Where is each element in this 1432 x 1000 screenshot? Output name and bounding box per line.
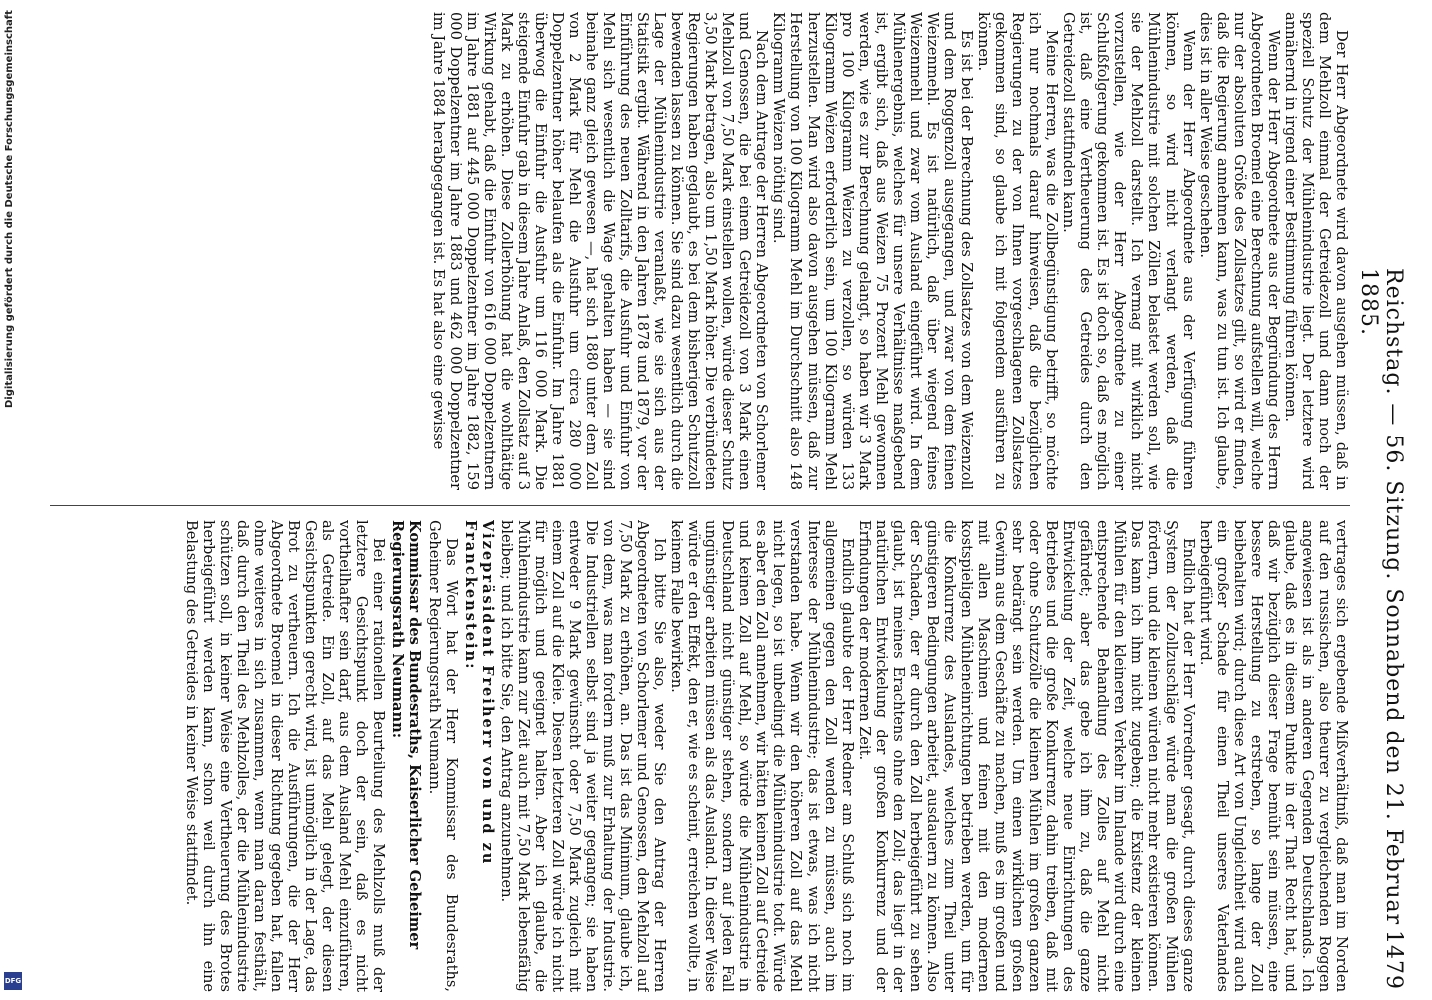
paragraph: Endlich hat der Herr Vorredner gesagt, durch dieses ganze System der Zollzuschläge würde man die großen Mühlen fördern, und die kleinen würden nicht mehr existieren können. Das kann ich ihm nicht zugeben; die Existenz der kleinen Mühlen für den kleineren Verkehr im Inlande wird durch eine entsprechende Behandlung des Zolles auf Mehl nicht gefährdet; aber das gebe ich ihm zu, daß die ganze Entwickelung der Zeit, welche neue Einrichtungen des Betriebes und die große Konkurrenz dahin treiben, daß mit oder ohne Schutzzölle die kleinen Mühlen im großen ganzen sehr bedrängt sein werden. Um einen wirklichen großen Gewinn aus dem Geschäfte zu machen, muß es im großen und mit allen Maschinen und feinen mit den modernen kostspieligen Mühleneinrichtungen betrieben werden, um für die Konkurrenz des Auslandes, welches zum Theil unter günstigeren Bedingungen arbeitet, ausdauern zu können. Also der Schaden, der er durch den Zoll herbeigeführt zu sehen glaubt, ist meines Erachtens ohne den Zoll; das liegt in der natürlichen Entwickelung der großen Konkurrenz und der Erfindungen der modernen Zeit. xyxy=(855,520,1197,992)
page-header xyxy=(1356,0,1412,1000)
paragraph: Wenn der Herr Abgeordnete aus der Verfügung führen können, so wird nicht verlangt werden, daß die Mühlenindustrie mit solchen Zöllen belastet werden soll, wie sie der Mehlzoll darstellt. Ich vermag mit wirklich nicht vorzustellen, wie der Herr Abgeordnete zu einer Schlußfolgerung gekommen ist. Es ist doch so, daß es möglich ist, daß eine Vertheuerung des Getreides durch den Getreidezoll stattfinden kann. xyxy=(1060,12,1197,490)
commissioner-heading: Kommissar des Bundesraths, Kaiserlicher Geheimer Regierungsrath Neumann: xyxy=(389,520,424,950)
paragraph: vertrages sich ergebende Mißverhältniß, daß man im Norden auf den russischen, also theurer zu vergleichenden Roggen angewiesen ist als in anderen Gegenden Deutschlands. Ich glaube, daß es in diesem Punkte in der That Recht hat, und daß wir bezüglich dieser Frage bemüht sein müssen, eine bessere Herstellung zu erstreben, so lange der Zoll beibehalten wird; durch diese Art von Ungleichheit wird auch ein großer Schade für einen Theil unseres Vaterlandes herbeigeführt wird. xyxy=(1196,520,1350,992)
commissioner-text: Bei einer rationellen Beurteilung des Mehlzolls muß der letztere Gesichtspunkt doch der sein, daß es nicht vortheilhafter sein darf, aus dem Ausland Mehl einzuführen, als Getreide. Ein Zoll, auf das Mehl gelegt, der diesen Gesichtspunkten gerecht wird, ist unmöglich in der Lage, das Brot zu vertheuern. Ich die Ausführungen, die der Herr Abgeordnete Broemel in dieser Richtung gegeben hat, fallen ohne weiteres in sich zusammen, wenn man daran festhält, daß durch den Theil des Mehlzolles, der die Mühlenindustrie schützen soll, in keiner Weise eine Vertheuerung des Brotes herbeigeführt werden kann, schon weil durch ihn eine Belastung des Getreides in keiner Weise stattfindet. xyxy=(182,520,388,992)
credit-text: Digitalisierung gefördert durch die Deutsche Forschungsgemeinschaft xyxy=(4,10,15,408)
speaker-heading: Vizepräsident Freiherr von und zu Franckenstein: xyxy=(461,520,496,866)
paragraph: Endlich glaubte der Herr Redner am Schluß sich noch im allgemeinen gegen den Zoll wenden zu müssen, auch im Interesse der Mühlenindustrie; das ist etwas, was ich nicht verstanden habe. Wenn wir den höheren Zoll auf das Mehl nicht legen, so ist unbedingt die Mühlenindustrie todt. Würde es aber den Zoll annehmen, wir hätten keinen Zoll auf Getreide und keinen Zoll auf Mehl, so würde die Mühlenindustrie in Deutschland nicht günstiger stehen, sondern auf jeden Fall ungünstiger arbeiten müssen als das Ausland. In dieser Weise würde er den Effekt, den er, wie es scheint, erreichen wollte, in keinem Falle bewirken. xyxy=(668,520,856,992)
page-number: 1479 xyxy=(1381,930,1406,990)
digitization-credit-strip xyxy=(0,0,26,1000)
header-title: Reichstag. — 56. Sitzung. Sonnabend den 21. Februar 1885. xyxy=(1356,268,1406,926)
paragraph: Es ist bei der Berechnung des Zollsatzes von dem Weizenzoll und dem Roggenzoll ausgegangen, und zwar von dem feinen Weizenmehl. Es ist natürlich, daß über wiegend feines Weizenmehl und zwar vom Ausland eingeführt wird. In dem Mühlenergebnis, welches für unsere Verhältnisse maßgebend ist, ergibt sich, daß aus Weizen 75 Prozent Mehl gewonnen werden, wie es zur Berechnung gelangt, so haben wir 3 Mark pro 100 Kilogramm Weizen zu verzollen, so würden 133 Kilogramm Weizen erforderlich sein, um 100 Kilogramm Mehl herzustellen. Man wird also davon ausgehen müssen, daß zur Herstellung von 100 Kilogramm Mehl im Durchschnitt also 148 Kilogramm Weizen nöthig sind. xyxy=(770,12,975,490)
paragraph: Wenn der Herr Abgeordnete aus der Begründung des Herrn Abgeordneten Broemel eine Berechnung aufstellen will, welche nur der absoluten Größe des Zollsatzes gilt, so wird er finden, daß die Regierung annehmen kann, was zu tun ist. Ich glaube, dies ist in aller Weise geschehen. xyxy=(1196,12,1282,490)
speaker-text: Das Wort hat der Herr Kommissar des Bundesraths, Geheimer Regierungsrath Neumann. xyxy=(425,520,460,992)
paragraph: Nach dem Antrage der Herren Abgeordneten von Schorlemer und Genossen, die bei einem Getreidezoll von 3 Mark einen Mehlzoll von 7,50 Mark einstellen wollen, würde dieser Schutz 3,50 Mark betragen, also um 1,50 Mark höher. Die verbündeten Regierungen haben geglaubt, es bei dem bisherigen Schutzzoll bewenden lassen zu können. Sie sind dazu wesentlich durch die Lage der Mühlenindustrie veranlaßt, wie sie sich aus der Statistik ergibt. Während in den Jahren 1878 und 1879, vor der Einführung des neuen Zolltarifs, die Ausfuhr und Einfuhr von Mehl sich wesentlich die Wage gehalten haben — sie sind beinahe ganz gleich gewesen —, hat sich 1880 unter dem Zoll von 2 Mark für Mehl die Ausfuhr um circa 280 000 Doppelzentner höher belaufen als die Einfuhr. Im Jahre 1881 überwog die Einfuhr die Ausfuhr um 116 000 Mark. Die steigende Einfuhr gab in diesem Jahre Anlaß, den Zollsatz auf 3 Mark zu erhöhen. Diese Zollerhöhung hat die wohlthätige Wirkung gehabt, daß die Einfuhr von 616 000 Doppelzentnern im Jahre 1881 auf 445 000 Doppelzentner im Jahre 1882, 159 000 Doppelzentner im Jahre 1883 und 462 000 Doppelzentner im Jahre 1884 herabgegangen ist. Es hat also eine gewisse xyxy=(429,12,771,490)
rotated-document-page xyxy=(32,0,1432,1000)
paragraph: Der Herr Abgeordnete wird davon ausgehen müssen, daß in dem Mehlzoll einmal der Getreidezoll und dann noch der speziell Schutz der Mühlenindustrie liegt. Der letztere wird annähernd in irgend einer Bestimmung führen können. xyxy=(1281,12,1350,490)
paragraph: Ich bitte Sie also, weder Sie den Antrag der Herren Abgeordneten von Schorlemer und Genossen, den Mehlzoll auf 7,50 Mark zu erhöhen, an. Das ist das Minimum, glaube ich, von dem, was man fordern muß zur Erhaltung der Industrie. Die Industriellen selbst sind ja weiter gegangen; sie haben entweder 9 Mark gewünscht oder 7,50 Mark zugleich mit einem Zoll auf die Kleie. Diesen letzteren Zoll würde ich nicht für möglich und geeignet halten. Aber ich glaube, die Mühlenindustrie kann zur Zeit auch mit 7,50 Mark lebensfähig bleiben; und ich bitte Sie, den Antrag anzunehmen. xyxy=(497,520,669,992)
paragraph: Meine Herren, was die Zollbegünstigung betrifft, so möchte ich nur nochmals darauf hinweisen, daß die bezüglichen Regierungen zu der von Ihnen vorgeschlagenen Zollsatzes gekommen sind, so glaube ich mit folgendem ausführen zu können. xyxy=(975,12,1061,490)
column-right-text xyxy=(50,12,1350,490)
column-divider xyxy=(50,505,1350,506)
dfg-logo: DFG xyxy=(4,972,22,990)
column-left-text xyxy=(50,520,1350,992)
